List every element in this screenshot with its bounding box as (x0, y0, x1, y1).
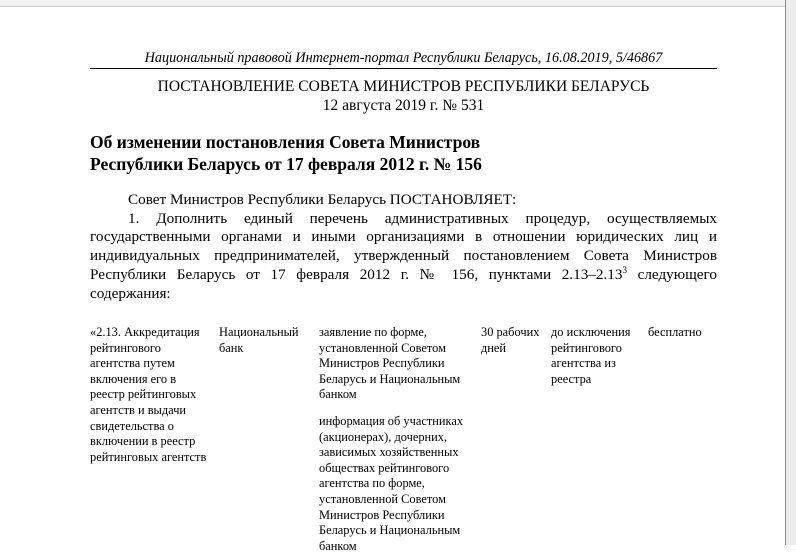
table-cell-line: рейтингового (90, 340, 161, 355)
intro-paragraph: Совет Министров Республики Беларусь ПОСТАНОВЛЯЕТ: (128, 191, 517, 208)
table-cell-line: Беларусь и Национальным (319, 371, 461, 386)
decree-date-number: 12 августа 2019 г. № 531 (322, 97, 485, 114)
decree-title: ПОСТАНОВЛЕНИЕ СОВЕТА МИНИСТРОВ РЕСПУБЛИКИ БЕЛАРУСЬ (157, 78, 650, 95)
table-cell-line: агентств и выдачи (90, 402, 187, 417)
paragraph-1-line-text: Республики Беларусь от 17 февраля 2012 г. № 156, пунктами 2.13–2.13 (90, 265, 623, 283)
table-cell-line: банком (319, 387, 357, 402)
subject-line-2: Республики Беларусь от 17 февраля 2012 г. № 156 (90, 154, 482, 174)
table-cell-line: агентства из (551, 356, 616, 371)
term-cell (481, 325, 549, 356)
documents-cell (319, 325, 477, 554)
table-cell-line: включении в реестр (90, 434, 196, 449)
viewer-scrollbar[interactable] (785, 0, 796, 545)
table-cell-line: (акционерах), дочерних, (319, 429, 448, 444)
authority-cell (219, 325, 309, 356)
decree-subject (90, 131, 717, 175)
table-cell-line: Министров Республики (319, 507, 445, 522)
table-cell-line: «2.13. Аккредитация (90, 325, 200, 339)
procedure-name-cell (90, 325, 218, 465)
fee-cell (648, 325, 728, 341)
table-cell-line: включения его в (90, 371, 177, 386)
decree-heading (90, 77, 717, 115)
table-cell-line: заявление по форме, (319, 325, 427, 339)
validity-cell (551, 325, 643, 387)
table-cell-line: установленной Советом (319, 491, 446, 506)
table-cell-line: до исключения (551, 325, 631, 339)
document-item (319, 325, 477, 403)
table-cell-line: зависимых хозяйственных (319, 445, 459, 460)
paragraph-1-line: 1. Дополнить единый перечень административных процедур, осуществляемых (128, 209, 717, 227)
table-cell-line: установленной Советом (319, 340, 446, 355)
footnote-superscript: 3 (622, 264, 627, 275)
decree-body (90, 191, 717, 303)
viewer-top-edge (0, 0, 785, 7)
table-cell-line: свидетельства о (90, 418, 174, 433)
table-cell-line: дней (481, 340, 507, 355)
table-cell-line: агентства по форме, (319, 476, 425, 491)
table-cell-line: рейтингового (551, 340, 622, 355)
table-cell-line: 30 рабочих (481, 325, 540, 339)
paragraph-1-line-text: следующего (626, 265, 717, 283)
portal-publication-line: Национальный правовой Интернет-портал Республики Беларусь, 16.08.2019, 5/46867 (90, 50, 717, 69)
paragraph-1-line: содержания: (90, 284, 171, 302)
table-cell-line: рейтинговых агентств (90, 449, 207, 464)
subject-line-1: Об изменении постановления Совета Министров (90, 132, 481, 152)
paragraph-1 (90, 210, 717, 304)
paragraph-1-line: индивидуальных предпринимателей, утвержденный постановлением Совета Министров (90, 247, 717, 265)
table-cell-line: обществах рейтингового (319, 460, 450, 475)
document-item (319, 414, 477, 554)
table-cell-line: реестр рейтинговых (90, 387, 197, 402)
table-cell-line: бесплатно (648, 325, 702, 339)
table-cell-line: информация об участниках (319, 413, 464, 428)
document-page (0, 7, 784, 553)
table-cell-line: банком (319, 538, 357, 553)
table-cell-line: реестра (551, 371, 592, 386)
paragraph-1-line: государственными органами и иными организациями в отношении юридических лиц и (90, 228, 717, 246)
table-cell-line: Национальный (219, 325, 299, 339)
table-cell-line: Беларусь и Национальным (319, 523, 461, 538)
table-cell-line: Министров Республики (319, 356, 445, 371)
paragraph-1-line (90, 266, 717, 285)
table-cell-line: банк (219, 340, 244, 355)
table-cell-line: агентства путем (90, 356, 175, 371)
